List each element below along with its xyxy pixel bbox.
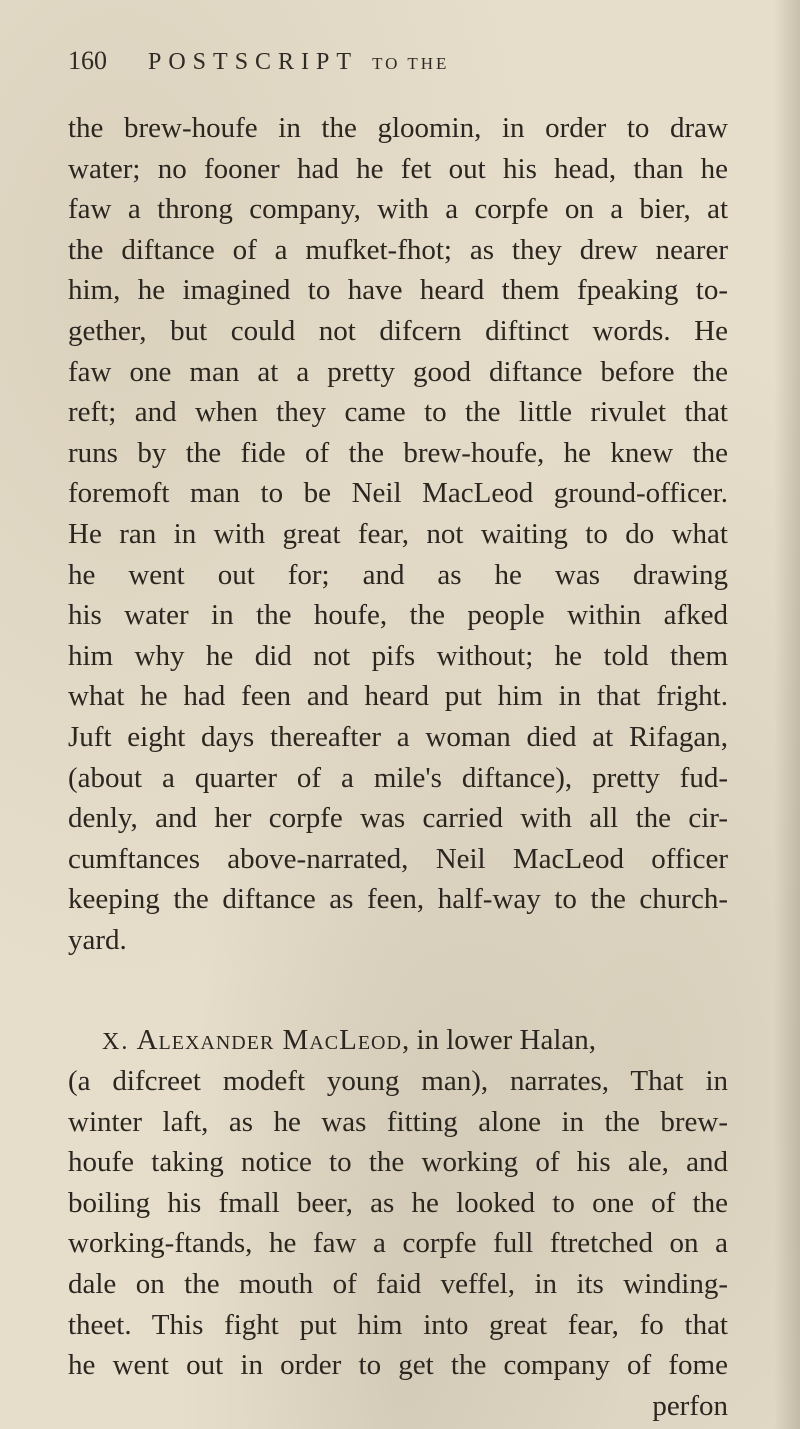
opening-line-rest: , in lower Halan,: [401, 1024, 597, 1057]
paragraph-number: X.: [102, 1029, 130, 1056]
text-line: the diftance of a mufket-fhot; as they drew nearer: [68, 233, 728, 266]
text-line: he went out for; and as he was drawing: [68, 558, 728, 591]
text-line: what he had feen and heard put him in that fright.: [68, 680, 728, 713]
text-line: him, he imagined to have heard them fpeaking to-: [68, 274, 728, 307]
running-head: [68, 46, 528, 82]
text-line: working-ftands, he faw a corpfe full ftretched on a: [68, 1227, 728, 1260]
catchword: perfon: [652, 1389, 728, 1422]
text-line: (about a quarter of a mile's diftance), pretty fud-: [68, 761, 728, 794]
text-line: reft; and when they came to the little rivulet that: [68, 396, 728, 429]
text-line: his water in the houfe, the people within afked: [68, 599, 728, 632]
text-line: yard.: [68, 923, 127, 956]
text-line: runs by the fide of the brew-houfe, he knew the: [68, 436, 728, 469]
text-line: Juft eight days thereafter a woman died at Rifagan,: [68, 720, 728, 753]
page-number: 160: [68, 46, 107, 75]
paragraph-opening-line: [68, 1020, 728, 1061]
narrator-name: Alexander MacLeod: [136, 1024, 402, 1057]
text-line: keeping the diftance as feen, half-way to the church-: [68, 883, 728, 916]
text-line: (a difcreet modeft young man), narrates, That in: [68, 1065, 728, 1098]
text-line: foremoft man to be Neil MacLeod ground-officer.: [68, 477, 728, 510]
text-line: boiling his fmall beer, as he looked to one of the: [68, 1186, 728, 1219]
text-line: theet. This fight put him into great fear, fo that: [68, 1308, 728, 1341]
text-line: gether, but could not difcern diftinct words. He: [68, 314, 728, 347]
running-title: POSTSCRIPT: [148, 49, 359, 75]
text-line: winter laft, as he was fitting alone in the brew-: [68, 1105, 728, 1138]
text-line: the brew-houfe in the gloomin, in order to draw: [68, 112, 728, 144]
text-line: cumftances above-narrated, Neil MacLeod officer: [68, 842, 728, 875]
text-line: houfe taking notice to the working of his ale, and: [68, 1146, 728, 1179]
body-text: [68, 108, 728, 1426]
text-line: faw a throng company, with a corpfe on a bier, at: [68, 193, 728, 226]
text-line: faw one man at a pretty good diftance before the: [68, 355, 728, 388]
running-title-tail: TO THE: [372, 54, 450, 73]
text-line: him why he did not pifs without; he told them: [68, 639, 728, 672]
text-line: denly, and her corpfe was carried with all the cir-: [68, 802, 728, 835]
text-line: he went out in order to get the company of fome: [68, 1349, 728, 1382]
page-edge-shadow: [774, 0, 800, 1429]
text-line: dale on the mouth of faid veffel, in its winding-: [68, 1268, 728, 1301]
text-line: He ran in with great fear, not waiting to do what: [68, 517, 728, 550]
paragraph-gap: [68, 960, 728, 1020]
text-line: water; no fooner had he fet out his head, than he: [68, 152, 728, 185]
